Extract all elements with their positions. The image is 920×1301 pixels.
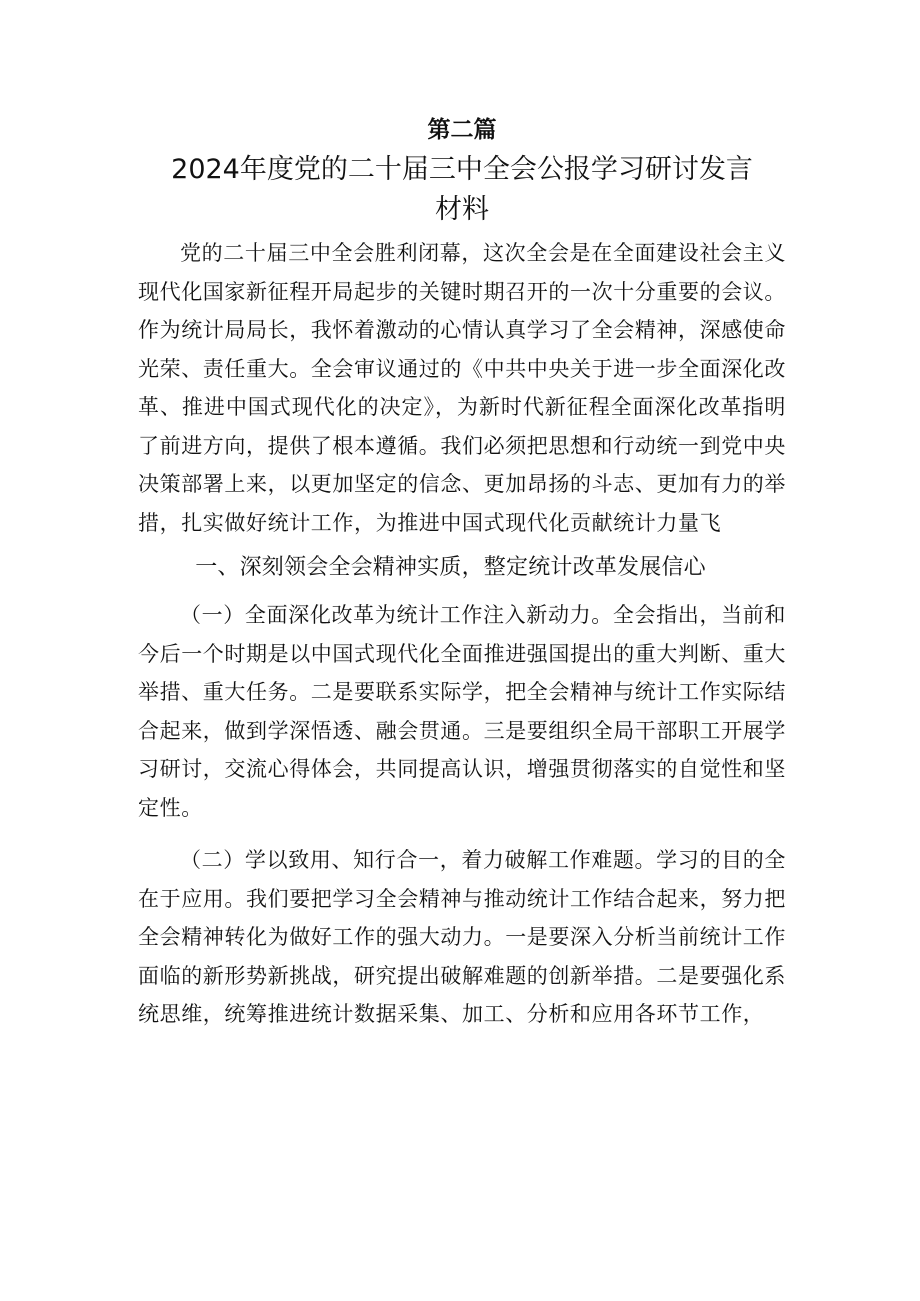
section-1-paragraph-1: （一）全面深化改革为统计工作注入新动力。全会指出，当前和今后一个时期是以中国式现代化全面推进强国提出的重大判断、重大举措、重大任务。二是要联系实际学，把全会精神与统计工作实际结合起来，做到学深悟透、融会贯通。三是要组织全局干部职工开展学习研讨，交流心得体会，共同提高认识，增强贯彻落实的自觉性和坚定性。	[138, 603, 786, 820]
intro-paragraph: 党的二十届三中全会胜利闭幕，这次全会是在全面建设社会主义现代化国家新征程开局起步的关键时期召开的一次十分重要的会议。作为统计局局长，我怀着激动的心情认真学习了全会精神，深感使命光荣、责任重大。全会审议通过的《中共中央关于进一步全面深化改革、推进中国式现代化的决定》，为新时代新征程全面深化改革指明了前进方向，提供了根本遵循。我们必须把思想和行动统一到党中央决策部署上来，以更加坚定的信念、更加昂扬的斗志、更加有力的举措，扎实做好统计工作，为推进中国式现代化贡献统计力量飞	[138, 241, 786, 535]
document-body	[138, 110, 786, 1034]
section-heading-1: 一、深刻领会全会精神实质，整定统计改革发展信心	[195, 555, 706, 580]
document-title: 2024年度党的二十届三中全会公报学习研讨发言材料	[171, 154, 753, 225]
part-label: 第二篇	[427, 117, 497, 143]
section-1-paragraph-2: （二）学以致用、知行合一，着力破解工作难题。学习的目的全在于应用。我们要把学习全会精神与推动统计工作结合起来，努力把全会精神转化为做好工作的强大动力。一是要深入分析当前统计工作面临的新形势新挑战，研究提出破解难题的创新举措。二是要强化系统思维，统筹推进统计数据采集、加工、分析和应用各环节工作，	[138, 848, 786, 1026]
